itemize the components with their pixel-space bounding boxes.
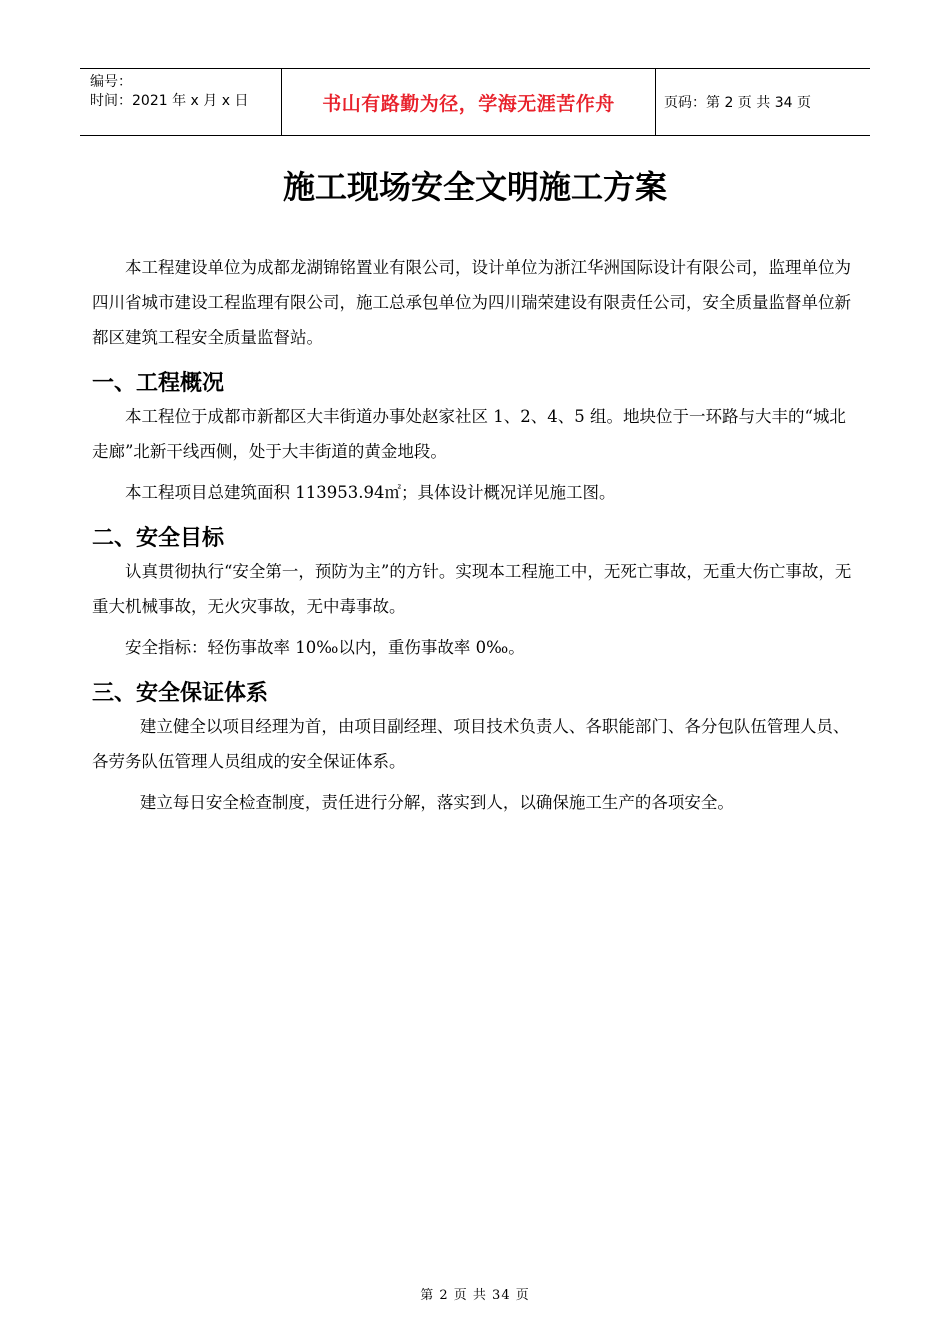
paragraph: 认真贯彻执行“安全第一，预防为主”的方针。实现本工程施工中，无死亡事故，无重大伤亡事故，无重大机械事故，无火灾事故，无中毒事故。 xyxy=(92,562,852,616)
paragraph: 建立健全以项目经理为首，由项目副经理、项目技术负责人、各职能部门、各分包队伍管理人员、各劳务队伍管理人员组成的安全保证体系。 xyxy=(92,717,850,771)
section-heading-overview: 一、工程概况 xyxy=(92,371,225,396)
paragraph: 安全指标：轻伤事故率 10‰以内，重伤事故率 0‰。 xyxy=(125,638,525,657)
code-label: 编号： xyxy=(90,74,132,90)
paragraph: 本工程项目总建筑面积 113953.94㎡；具体设计概况详见施工图。 xyxy=(125,483,616,502)
header-motto: 书山有路勤为径，学海无涯苦作舟 xyxy=(282,69,656,135)
header-info-cell xyxy=(80,69,282,135)
paragraph: 本工程位于成都市新都区大丰街道办事处赵家社区 1、2、4、5 组。地块位于一环路与大丰的“城北走廊”北新干线西侧，处于大丰街道的黄金地段。 xyxy=(92,407,846,461)
paragraph: 建立每日安全检查制度，责任进行分解，落实到人，以确保施工生产的各项安全。 xyxy=(139,793,734,812)
section-heading-safety-system: 三、安全保证体系 xyxy=(92,681,269,706)
document-title: 施工现场安全文明施工方案 xyxy=(282,168,667,206)
header-table xyxy=(80,68,870,136)
page-footer: 第 2 页 共 34 页 xyxy=(420,1288,530,1303)
document-body xyxy=(92,250,862,820)
section-heading-safety-goal: 二、安全目标 xyxy=(92,526,225,551)
header-page-label: 页码：第 2 页 共 34 页 xyxy=(664,95,811,111)
intro-paragraph: 本工程建设单位为成都龙湖锦铭置业有限公司，设计单位为浙江华洲国际设计有限公司，监理单位为四川省城市建设工程监理有限公司，施工总承包单位为四川瑞荣建设有限责任公司，安全质量监督单位新都区建筑工程安全质量监督站。 xyxy=(92,258,851,347)
date-label: 时间：2021 年 x 月 x 日 xyxy=(90,93,249,109)
